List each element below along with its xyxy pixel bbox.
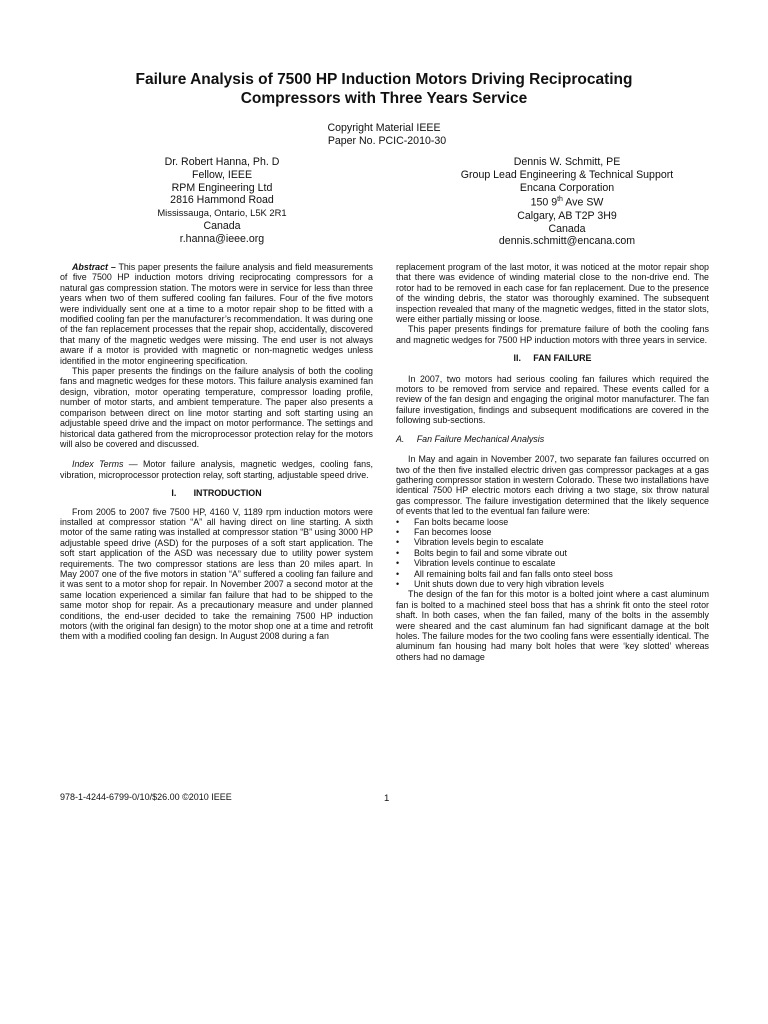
list-item: • All remaining bolts fail and fan falls onto steel boss xyxy=(396,569,709,579)
author-2-city: Calgary, AB T2P 3H9 xyxy=(517,209,617,222)
abstract-text: This paper presents the failure analysis and field measurements of five 7500 HP induction motors driving reciprocating compressors for a natural gas compression station. The motors were in service for less than three years when two of them suffered cooling fan failures. Four of the five motors were individually sent one at a time to a motor repair shop to be fitted with a modified cooling fan per the manufacturer’s recommendation. It was during one of the fan replacement processes that the repair shop, accidentally, discovered that many of the magnetic wedges were missing. The end user is not always aware if a motor is provided with magnetic or non-magnetic wedges unless identified in the motor engineering specification. xyxy=(60,262,373,366)
author-2-block xyxy=(417,156,717,248)
author-2-title: Group Lead Engineering & Technical Support xyxy=(460,168,674,181)
index-terms-heading: Index Terms xyxy=(72,459,124,470)
author-1-address: 2816 Hammond Road xyxy=(170,194,274,207)
subsection-heading-mechanical-analysis: A. Fan Failure Mechanical Analysis xyxy=(396,433,545,444)
author-2-address-suffix: th xyxy=(557,196,563,204)
list-item: • Bolts begin to fail and some vibrate out xyxy=(396,548,709,558)
author-2-address-street: Ave SW xyxy=(562,196,604,209)
abstract-paragraph-2: This paper presents the findings on the failure analysis of both the cooling fans and magnetic wedges for these motors. This failure analysis examined fan design, vibration, motor operating temperature, compressor loading profile, number of motor starts, and ambient temperature. The paper also presents a comparison between direct on line motor starting and soft starting using an adjustable speed drive and the impact on motor performance. The settings and historical data gathered from the microprocessor protection relay for the motors will also be covered and discussed. xyxy=(60,366,373,449)
author-1-country: Canada xyxy=(203,219,241,232)
right-column xyxy=(396,262,709,662)
list-item: • Fan becomes loose xyxy=(396,527,709,537)
mechanical-analysis-paragraph: In May and again in November 2007, two separate fan failures occurred on two of the then five installed electric driven gas compressor packages at a gas gathering compressor station in western Colorado. These two installations have identical 7500 HP electric motors each driving a two stage, six throw natural gas compressor. The failure investigation determined that the likely sequence of events that led to the eventual fan failure were: xyxy=(396,454,709,517)
author-2-address xyxy=(417,194,717,209)
author-2-email: dennis.schmitt@encana.com xyxy=(498,235,636,248)
author-1-org: RPM Engineering Ltd xyxy=(171,181,273,194)
abstract-heading: Abstract – xyxy=(72,262,116,272)
list-item: • Unit shuts down due to very high vibration levels xyxy=(396,579,709,589)
author-2-name: Dennis W. Schmitt, PE xyxy=(513,156,621,168)
author-1-title: Fellow, IEEE xyxy=(191,168,253,181)
introduction-paragraph: From 2005 to 2007 five 7500 HP, 4160 V, 1189 rpm induction motors were installed at compressor station “A” all having direct on line starting. A sixth motor of the same rating was installed at compressor station “B” using 3000 HP adjustable speed drive (ASD) for the purposes of a soft start application. The soft start application of the ASD was necessary due to utility power system requirements. The two compressor stations are less than 20 miles apart. In May 2007 one of the five motors in station “A” suffered a cooling fan failure and it was sent to a motor shop for repair. In November 2007 a second motor at the same location experienced a similar fan failure that had to be shipped to the same motor shop for repair. As a precautionary measure and under planned conditions, the end-user decided to take the remaining 7500 HP induction motors (with the original fan design) to the motor shop one at a time and retrofit them with a modified cooling fan design. In August 2008 during a fan xyxy=(60,506,373,642)
right-paragraph-2: This paper presents findings for premature failure of both the cooling fans and magnetic wedges for 7500 HP induction motors with three years in service. xyxy=(396,324,709,345)
section-heading-fan-failure: II. FAN FAILURE xyxy=(513,353,592,364)
title-line-1: Failure Analysis of 7500 HP Induction Motors Driving Reciprocating xyxy=(135,71,633,88)
author-1-block xyxy=(72,156,372,246)
author-1-city: Mississauga, Ontario, L5K 2R1 xyxy=(157,207,287,219)
paper-number: Paper No. PCIC-2010-30 xyxy=(327,134,447,147)
page-number: 1 xyxy=(384,793,390,804)
title-line-2: Compressors with Three Years Service xyxy=(240,90,528,107)
copyright-line: Copyright Material IEEE xyxy=(327,122,441,134)
author-2-address-number: 150 9 xyxy=(530,196,558,209)
left-column xyxy=(60,262,373,642)
author-2-country: Canada xyxy=(548,222,586,235)
author-1-name: Dr. Robert Hanna, Ph. D xyxy=(164,156,280,168)
abstract-paragraph xyxy=(60,262,373,366)
fan-design-paragraph: The design of the fan for this motor is a bolted joint where a cast aluminum fan is bolted to a machined steel boss that has a shrink fit onto the steel rotor shaft. In both cases, when the fan failed, many of the bolts in the assembly were sheared and the cast aluminum fan had significant damage at the bolt holes. The failure modes for the two cooling fans were essentially identical. The aluminum fan housing had many bolt holes that were ‘key slotted’ whereas others had no damage xyxy=(396,589,709,662)
index-terms xyxy=(60,459,373,480)
failure-sequence-list xyxy=(396,517,709,590)
author-2-org: Encana Corporation xyxy=(519,181,615,194)
index-terms-text: — Motor failure analysis, magnetic wedges, cooling fans, vibration, microprocessor protection relay, soft starting, adjustable speed drive. xyxy=(60,459,373,480)
list-item: • Vibration levels begin to escalate xyxy=(396,537,709,547)
list-item: • Vibration levels continue to escalate xyxy=(396,558,709,568)
paper-title xyxy=(60,70,708,108)
author-1-email: r.hanna@ieee.org xyxy=(179,232,265,245)
footer-isbn: 978-1-4244-6799-0/10/$26.00 ©2010 IEEE xyxy=(60,792,232,802)
list-item: • Fan bolts became loose xyxy=(396,517,709,527)
copyright-block xyxy=(60,122,708,147)
section-heading-introduction: I. INTRODUCTION xyxy=(171,488,262,499)
right-paragraph-1: replacement program of the last motor, it was noticed at the motor repair shop that there was evidence of winding material close to the non-drive end. The rotor had to be removed in each case for fan replacement. Due to the presence of the winding debris, the stator was thoroughly examined. The subsequent inspection revealed that many of the magnetic wedges, fitted in the stator slots, were either partially missing or loose. xyxy=(396,262,709,325)
fan-failure-paragraph: In 2007, two motors had serious cooling fan failures which required the motors to be removed from service and repaired. These events called for a review of the fan design and engaging the original motor manufacturer. The fan failure investigation, findings and subsequent modifications are covered in the following sub-sections. xyxy=(396,373,709,426)
